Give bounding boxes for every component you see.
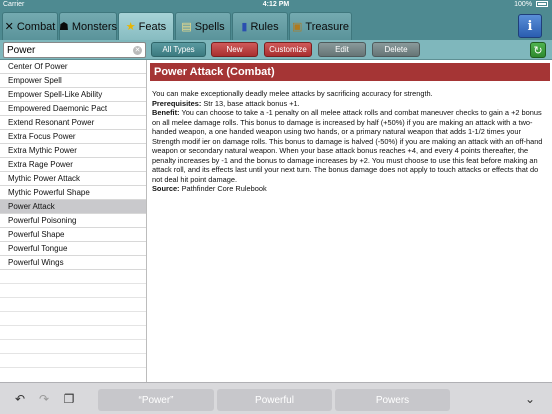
source-label: Source:	[152, 184, 180, 193]
search-input[interactable]	[7, 44, 132, 57]
list-item[interactable]: Powerful Tongue	[0, 242, 146, 256]
carrier-label: Carrier	[3, 1, 25, 8]
status-time: 4:12 PM	[262, 1, 290, 8]
detail-benefit	[152, 108, 547, 184]
monster-icon: ☗	[58, 21, 69, 33]
star-icon: ★	[125, 21, 136, 33]
tab-label: Feats	[138, 20, 167, 33]
empty-row	[0, 340, 146, 354]
refresh-button[interactable]	[530, 42, 546, 58]
clear-search-icon[interactable]: ✕	[134, 47, 141, 54]
feat-list	[0, 60, 147, 382]
source-text: Pathfinder Core Rulebook	[181, 184, 267, 193]
tab-label: Treasure	[305, 20, 349, 33]
list-item[interactable]: Powerful Wings	[0, 256, 146, 270]
info-icon: i	[527, 18, 533, 34]
empty-row	[0, 354, 146, 368]
list-item[interactable]: Center Of Power	[0, 60, 146, 74]
crossed-swords-icon: ✕	[4, 21, 14, 33]
list-item[interactable]: Extra Focus Power	[0, 130, 146, 144]
battery-percent: 100%	[514, 1, 533, 8]
tab-label: Combat	[16, 20, 56, 33]
list-item[interactable]: Extra Rage Power	[0, 158, 146, 172]
edit-button[interactable]: Edit	[318, 42, 366, 57]
new-button[interactable]: New	[211, 42, 258, 57]
list-item[interactable]: Powerful Poisoning	[0, 214, 146, 228]
treasure-icon: ▣	[291, 21, 303, 33]
list-item[interactable]: Empower Spell-Like Ability	[0, 88, 146, 102]
empty-row	[0, 298, 146, 312]
redo-icon[interactable]: ↷	[38, 392, 50, 406]
undo-icon[interactable]: ↶	[14, 392, 26, 406]
tab-spells[interactable]	[175, 12, 231, 40]
tab-treasure[interactable]	[289, 12, 352, 40]
list-item[interactable]: Mythic Power Attack	[0, 172, 146, 186]
keyboard-suggestion-bar	[0, 382, 552, 414]
detail-intro: You can make exceptionally deadly melee attacks by sacrificing accuracy for strength.	[152, 89, 433, 98]
chevron-down-icon[interactable]: ⌄	[524, 392, 536, 406]
detail-pane	[149, 60, 552, 382]
detail-body	[149, 81, 552, 194]
benefit-text: You can choose to take a -1 penalty on all melee attack rolls and combat maneuver checks to gain a +2 bonus on all melee damage rolls. This bonus to damage is increased by half (+50%) if you are making an attack with a two-handed weapon, a one handed weapon using two hands, or a primary natural weapon that adds 1-1/2 times your Strength modif ier on damage rolls. This bonus to damage is halved (-50%) if you are making an attack with an off-hand weapon or secondary natural weapon. When your base attack bonus reaches +4, and every 4 points thereafter, the penalty increases by -1 and the bonus to damage increases by +2. You must choose to use this feat before making an attack roll, and its effects last until your next turn. The bonus damage does not apply to touch attacks or effects that do not deal hit point damage.	[152, 108, 543, 184]
toolbar	[0, 40, 552, 60]
search-box	[3, 42, 146, 58]
empty-row	[0, 270, 146, 284]
info-button[interactable]	[518, 14, 542, 38]
scroll-icon: ▤	[181, 21, 192, 33]
tab-label: Spells	[194, 20, 225, 33]
benefit-label: Benefit:	[152, 108, 180, 117]
customize-button[interactable]: Customize	[264, 42, 312, 57]
prerequisites-label: Prerequisites:	[152, 98, 202, 108]
suggestion-powerful[interactable]: Powerful	[217, 389, 332, 411]
tab-label: Rules	[250, 20, 279, 33]
list-item-selected[interactable]: Power Attack	[0, 200, 146, 214]
status-bar	[0, 0, 552, 10]
list-item[interactable]: Extend Resonant Power	[0, 116, 146, 130]
list-item[interactable]: Empowered Daemonic Pact	[0, 102, 146, 116]
tab-rules[interactable]	[232, 12, 288, 40]
delete-button[interactable]: Delete	[372, 42, 420, 57]
tab-combat[interactable]	[2, 12, 58, 40]
refresh-icon: ↻	[533, 44, 543, 57]
tab-monsters[interactable]	[59, 12, 117, 40]
detail-prerequisites	[152, 99, 547, 109]
all-types-button[interactable]: All Types	[151, 42, 206, 57]
suggestion-quoted[interactable]: “Power”	[98, 389, 214, 411]
tab-bar	[0, 10, 552, 40]
suggestion-powers[interactable]: Powers	[335, 389, 450, 411]
prerequisites-text: Str 13, base attack bonus +1.	[203, 98, 300, 108]
paste-icon[interactable]: ❐	[63, 392, 75, 406]
tab-feats[interactable]	[118, 12, 174, 40]
book-icon: ▮	[241, 21, 248, 33]
detail-title: Power Attack (Combat)	[150, 63, 550, 81]
empty-row	[0, 326, 146, 340]
battery-icon	[536, 1, 548, 7]
empty-row	[0, 284, 146, 298]
battery-indicator	[514, 1, 548, 8]
list-item[interactable]: Extra Mythic Power	[0, 144, 146, 158]
detail-source	[152, 184, 547, 194]
list-item[interactable]: Powerful Shape	[0, 228, 146, 242]
list-item[interactable]: Empower Spell	[0, 74, 146, 88]
list-item[interactable]: Mythic Powerful Shape	[0, 186, 146, 200]
empty-row	[0, 312, 146, 326]
tab-label: Monsters	[71, 20, 118, 33]
